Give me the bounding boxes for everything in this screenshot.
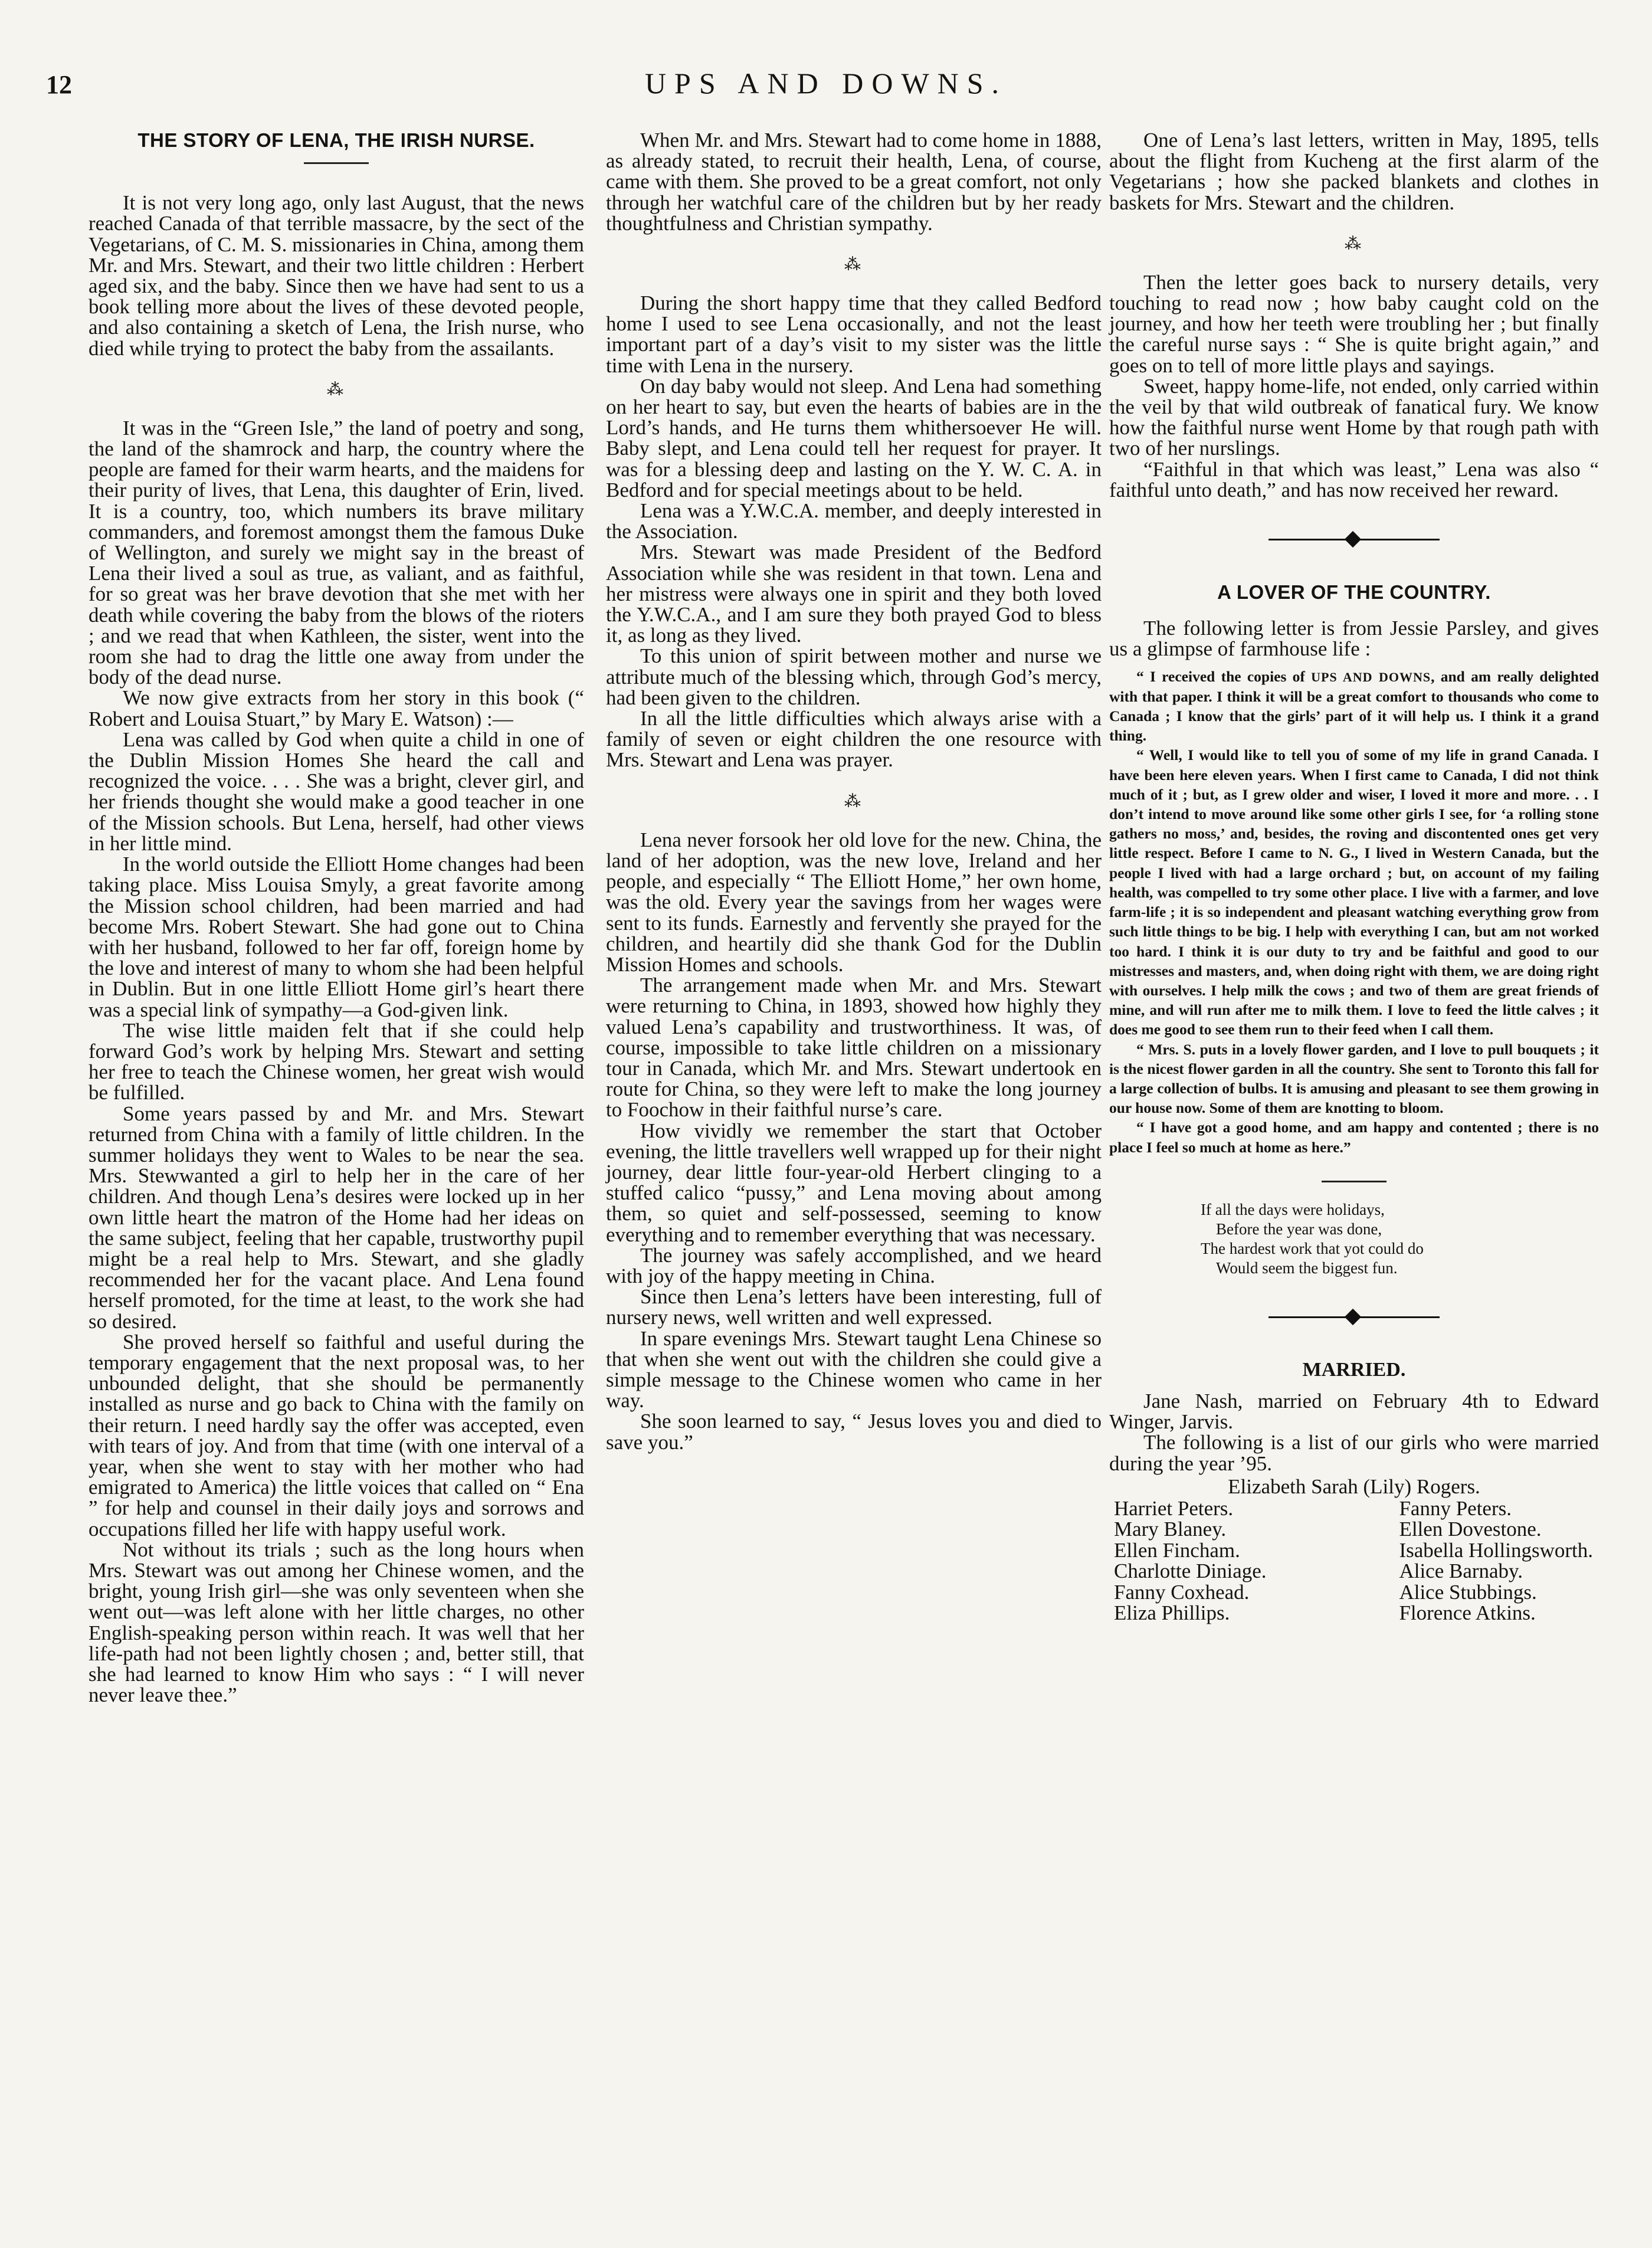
lena-paragraph: She soon learned to say, “ Jesus loves you and died to save you.”: [606, 1410, 1102, 1454]
lena-paragraph: In all the little difficulties which always arise with a family of seven or eight children the one resource with Mrs. Stewart and Lena was prayer.: [606, 707, 1102, 772]
asterism: ⁂: [327, 380, 346, 399]
column-1: [88, 130, 584, 1705]
lena-paragraph: Mrs. Stewart was made President of the Bedford Association while she was resident in that town. Lena and her mistress were always one in spirit and they both loved the Y.W.C.A., and I am sure they both prayed God to bless it, as long as they lived.: [606, 540, 1102, 647]
ornamental-rule: [1268, 1313, 1440, 1320]
letter-paragraph: “ Mrs. S. puts in a lovely flower garden, and I love to pull bouquets ; it is the nicest flower garden in all the country. She sent to Toronto this fall for a large collection of bulbs. It is amusing and pleasant to see them growing in our house now. Some of them are knotting to bloom.: [1109, 1040, 1599, 1117]
married-name: Mary Blaney.: [1114, 1518, 1227, 1541]
lena-story-title: THE STORY OF LENA, THE IRISH NURSE.: [137, 129, 535, 151]
lena-paragraph: Some years passed by and Mr. and Mrs. Stewart returned from China with a family of little children. In the summer holidays they went to Wales to be near the sea. Mrs. Stewwanted a girl to help her in the care of her children. And though Lena’s desires were locked up in her own little heart the matron of the Home had her ideas on the same subject, feeling that her capable, trustworthy pupil might be a real help to Mrs. Stewart, and she gladly recommended her for the vacant place. And Lena found herself promoted, for the time at least, to the work she had so desired.: [88, 1102, 584, 1333]
married-name: Elizabeth Sarah (Lily) Rogers.: [1228, 1474, 1480, 1498]
married-name: Ellen Dovestone.: [1399, 1518, 1542, 1541]
lena-paragraph: In spare evenings Mrs. Stewart taught Lena Chinese so that when she went out with the children she could give a simple message to the Chinese women who came in her way.: [606, 1326, 1102, 1413]
married-title: MARRIED.: [1302, 1358, 1406, 1381]
lena-paragraph: Since then Lena’s letters have been interesting, full of nursery news, well written and well expressed.: [606, 1285, 1102, 1329]
column-3: [1109, 130, 1599, 1624]
married-name: Eliza Phillips.: [1114, 1601, 1230, 1625]
paper-name: UPS AND DOWNS: [1311, 669, 1431, 684]
letter-paragraph: “ Well, I would like to tell you of some of my life in grand Canada. I have been here eleven years. When I first came to Canada, I did not think much of it ; but, as I grew older and wiser, I loved it more and more. . . I don’t intend to move around like some other girls I see, for ‘a rolling stone gathers no moss,’ and, besides, the roving and discontented ones get very little respect. Before I came to N. G., I lived in Western Canada, but the people I lived with had a large orchard ; but, on account of my failing health, was compelled to try some other place. I live with a farmer, and love farm-life ; it is so independent and pleasant watching everything grow from such little things to be big. I help with everything I can, but am not worked too hard. I think it is our duty to try and be faithful and good to our mistresses and masters, and, when doing right with them, we are doing right with ourselves. I help milk the cows ; and two of them are great friends of mine, and will run after me to milk them. I love to feed the little calves ; it does me good to see them run to their feed when I call them.: [1109, 746, 1599, 1038]
lena-paragraph: On day baby would not sleep. And Lena had something on her heart to say, but even the hearts of babies are in the Lord’s hands, and He turns them whithersoever He will. Baby slept, and Lena could tell her request for prayer. It was for a blessing deep and lasting on the Y. W. C. A. in Bedford and for special meetings about to be held.: [606, 374, 1102, 502]
lena-paragraph: The wise little maiden felt that if she could help forward God’s work by helping Mrs. Stewart and setting her free to teach the Chinese women, her great wish would be fulfilled.: [88, 1018, 584, 1105]
poem: [1201, 1200, 1507, 1278]
lena-paragraph: The arrangement made when Mr. and Mrs. Stewart were returning to China, in 1893, showed how highly they valued Lena’s capability and trustworthiness. It was, of course, impossible to take little children on a missionary tour in Canada, which Mr. and Mrs. Stewart undertook en route for China, so they were left to make the long journey to Foochow in their faithful nurse’s care.: [606, 974, 1102, 1122]
poem-line: If all the days were holidays,: [1201, 1200, 1385, 1218]
lena-paragraph: How vividly we remember the start that October evening, the little travellers well wrapped up for their night journey, dear little four-year-old Herbert clinging to a stuffed calico “pussy,” and Lena moving about among them, so quiet and self-possessed, seeming to know everything and to remember everything that was necessary.: [606, 1119, 1102, 1246]
lena-paragraph: We now give extracts from her story in this book (“ Robert and Louisa Stuart,” by Mary E. Watson) :—: [88, 686, 584, 730]
poem-line: Would seem the biggest fun.: [1216, 1259, 1398, 1277]
married-paragraph: The following is a list of our girls who were married during the year ’95.: [1109, 1431, 1599, 1475]
lena-paragraph: When Mr. and Mrs. Stewart had to come home in 1888, as already stated, to recruit their health, Lena, of course, came with them. She proved to be a great comfort, not only through her watchful care of the children but by her ready thoughtfulness and Christian sympathy.: [606, 129, 1102, 235]
lena-paragraph: She proved herself so faithful and useful during the temporary engagement that the next proposal was, to her unbounded delight, that she should be permanently installed as nurse and go back to China with the family on their return. I need hardly say the offer was accepted, even with tears of joy. And from that time (with one interval of a year, when she went to stay with her mother who had emigrated to America) the little voices that called on “ Ena ” for help and counsel in their daily joys and sorrows and occupations filled her life with happy useful work.: [88, 1330, 584, 1541]
lena-paragraph: It is not very long ago, only last August, that the news reached Canada of that terrible massacre, by the sect of the Vegetarians, of C. M. S. missionaries in China, among them Mr. and Mrs. Stewart, and their two little children : Herbert aged six, and the baby. Since then we have had sent to us a book telling more about the lives of these devoted people, and also containing a sketch of Lena, the Irish nurse, who died while trying to protect the baby from the assailants.: [88, 191, 584, 360]
ornament-diamond: [1345, 531, 1361, 548]
page-number: 12: [46, 70, 72, 99]
ornament-diamond: [1345, 1309, 1361, 1325]
lena-paragraph: To this union of spirit between mother and nurse we attribute much of the blessing which, through God’s mercy, had been given to the children.: [606, 644, 1102, 709]
names-right-column: [1399, 1498, 1599, 1624]
asterism: ⁂: [1345, 234, 1363, 253]
letter-text: , and am really delighted with that paper. I think it will be a great comfort to thousands who come to Canada ; I know that the girls’ part of it will help us. I think it a grand thing.: [1109, 667, 1599, 745]
lena-paragraph: The journey was safely accomplished, and we heard with joy of the happy meeting in China.: [606, 1243, 1102, 1287]
lena-paragraph: Not without its trials ; such as the long hours when Mrs. Stewart was out among her Chinese women, and the bright, young Irish girl—she was only seventeen when she went out—was left alone with her little charges, no other English-speaking person within reach. It was well that her life-path had not been lightly chosen ; and, better still, that she had learned to know Him who says : “ I will never never leave thee.”: [88, 1538, 584, 1707]
column-2: [606, 130, 1102, 1453]
divider: [1322, 1181, 1386, 1182]
lena-paragraph: In the world outside the Elliott Home changes had been taking place. Miss Louisa Smyly, a great favorite among the Mission school children, had been married and had become Mrs. Robert Stewart. She had gone out to China with her husband, followed to her far off, foreign home by the love and interest of many to whom she had been helpful in Dublin. But in one little Elliott Home girl’s heart there was a special link of sympathy—a God-given link.: [88, 853, 584, 1021]
married-name: Ellen Fincham.: [1114, 1538, 1240, 1562]
married-name: Charlotte Diniage.: [1114, 1559, 1267, 1583]
married-paragraph: Jane Nash, married on February 4th to Edward Winger, Jarvis.: [1109, 1389, 1599, 1434]
poem-line: The hardest work that yot could do: [1201, 1239, 1424, 1257]
letter-text: “ I received the copies of: [1136, 667, 1305, 685]
lena-paragraph: It was in the “Green Isle,” the land of poetry and song, the land of the shamrock and harp, the country where the people are famed for their warm hearts, and the maidens for their purity of lives, that Lena, this daughter of Erin, lived. It is a country, too, which numbers its brave military commanders, and foremost amongst them the famous Duke of Wellington, and surely we might say in the breast of Lena their lived a soul as true, as valiant, and as faithful, for so great was her brave devotion that she met with her death while covering the baby from the blows of the rioters ; and we read that when Kathleen, the sister, went into the room she had to drag the little one away from under the body of the dead nurse.: [88, 416, 584, 689]
married-name: Fanny Coxhead.: [1114, 1580, 1250, 1604]
lena-paragraph: “Faithful in that which was least,” Lena was also “ faithful unto death,” and has now received her reward.: [1109, 457, 1599, 502]
lena-paragraph: Lena was called by God when quite a child in one of the Dublin Mission Homes She heard the call and recognized the voice. . . . She was a bright, clever girl, and her friends thought she would make a good teacher in one of the Mission schools. But Lena, herself, had other views in her little mind.: [88, 728, 584, 855]
names-left-column: [1109, 1498, 1267, 1624]
asterism: ⁂: [844, 255, 863, 274]
title-rule: [304, 162, 369, 164]
lena-paragraph: Sweet, happy home-life, not ended, only carried within the veil by that wild outbreak of fanatical fury. We know how the faithful nurse went Home by that rough path with two of her nurslings.: [1109, 374, 1599, 460]
lena-paragraph: During the short happy time that they called Bedford home I used to see Lena occasionally, and not the least important part of a day’s visit to my sister was the little time with Lena in the nursery.: [606, 291, 1102, 377]
letter-paragraph: “ I have got a good home, and am happy and contented ; there is no place I feel so much at home as here.”: [1109, 1119, 1599, 1156]
married-name: Florence Atkins.: [1399, 1601, 1536, 1625]
ornamental-rule: [1268, 536, 1440, 543]
poem-line: Before the year was done,: [1216, 1220, 1382, 1238]
asterism: ⁂: [844, 792, 863, 811]
letter-paragraph: [1109, 667, 1599, 746]
lena-paragraph: Lena was a Y.W.C.A. member, and deeply interested in the Association.: [606, 499, 1102, 543]
married-name: Fanny Peters.: [1399, 1496, 1512, 1520]
married-name: Alice Barnaby.: [1399, 1559, 1523, 1583]
married-name: Alice Stubbings.: [1399, 1580, 1537, 1604]
married-name: Isabella Hollingsworth.: [1399, 1538, 1593, 1562]
lover-title: A LOVER OF THE COUNTRY.: [1217, 581, 1491, 604]
lena-paragraph: One of Lena’s last letters, written in May, 1895, tells about the flight from Kucheng at the first alarm of the Vegetarians ; how she packed blankets and clothes in baskets for Mrs. Stewart and the children.: [1109, 129, 1599, 214]
married-name: Harriet Peters.: [1114, 1496, 1234, 1520]
lover-intro: The following letter is from Jessie Parsley, and gives us a glimpse of farmhouse life :: [1109, 617, 1599, 661]
letter: [1109, 667, 1599, 1157]
married-names-list: [1109, 1498, 1599, 1624]
running-head: UPS AND DOWNS.: [644, 67, 1008, 100]
lena-paragraph: Then the letter goes back to nursery details, very touching to read now ; how baby caught cold on the journey, and how her teeth were troubling her ; but finally the careful nurse says : “ She is quite bright again,” and goes on to tell of more little plays and sayings.: [1109, 270, 1599, 377]
lena-paragraph: Lena never forsook her old love for the new. China, the land of her adoption, was the new love, Ireland and her people, and especially “ The Elliott Home,” her own home, was the old. Every year the savings from her wages were sent to its funds. Earnestly and fervently she prayed for the children, and heartily did she thank God for the Dublin Mission Homes and schools.: [606, 828, 1102, 976]
